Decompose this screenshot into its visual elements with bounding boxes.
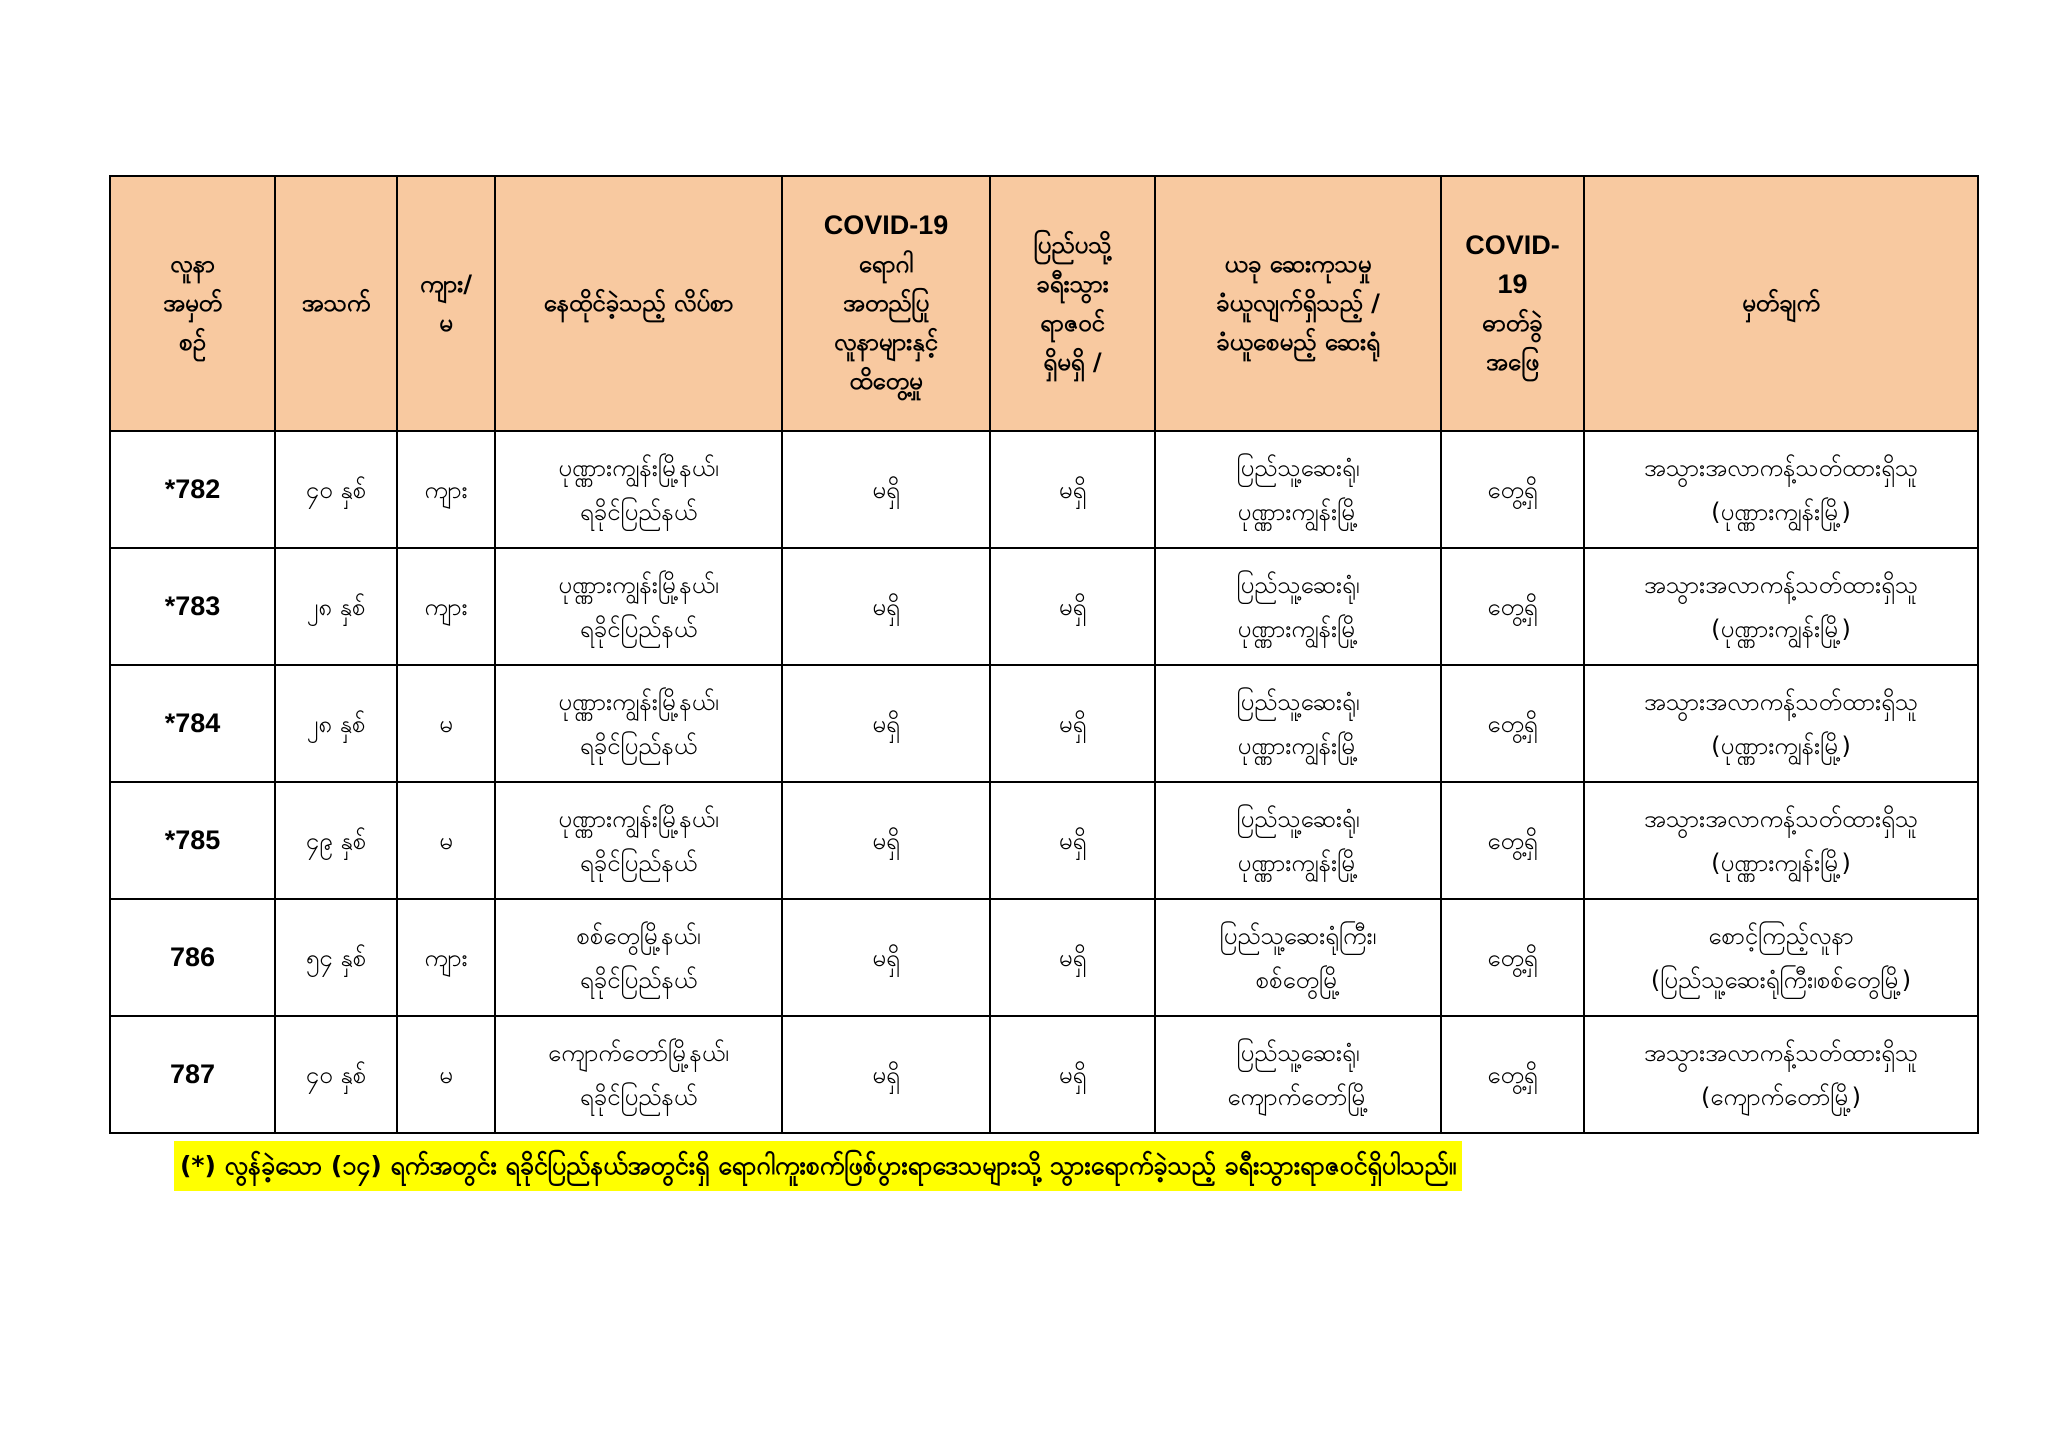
address-cell: ကျောက်တော်မြို့နယ်၊ ရခိုင်ပြည်နယ် [495, 1016, 782, 1133]
table-header [110, 176, 1978, 431]
header-address: နေထိုင်ခဲ့သည့် လိပ်စာ [495, 176, 782, 431]
age-cell: ၄၉ နှစ် [275, 782, 397, 899]
header-contact-history: COVID-19 ရောဂါ အတည်ပြု လူနာများနှင့် ထိတွေ့မှု [782, 176, 990, 431]
remark-cell: အသွားအလာကန့်သတ်ထားရှိသူ (ပုဏ္ဏားကျွန်းမြို့) [1584, 665, 1978, 782]
hospital-cell: ပြည်သူ့ဆေးရုံ၊ ပုဏ္ဏားကျွန်းမြို့ [1155, 782, 1441, 899]
table-row [110, 548, 1978, 665]
result-cell: တွေ့ရှိ [1441, 431, 1584, 548]
address-cell: စစ်တွေမြို့နယ်၊ ရခိုင်ပြည်နယ် [495, 899, 782, 1016]
header-lab-result: COVID- 19 ဓာတ်ခွဲ အဖြေ [1441, 176, 1584, 431]
table-row [110, 665, 1978, 782]
table-row [110, 782, 1978, 899]
gender-cell: မ [397, 782, 495, 899]
address-cell: ပုဏ္ဏားကျွန်းမြို့နယ်၊ ရခိုင်ပြည်နယ် [495, 782, 782, 899]
travel-cell: မရှိ [990, 782, 1155, 899]
table-body [110, 431, 1978, 1133]
age-cell: ၄၀ နှစ် [275, 1016, 397, 1133]
case-number-cell: 787 [110, 1016, 275, 1133]
hospital-cell: ပြည်သူ့ဆေးရုံ၊ ကျောက်တော်မြို့ [1155, 1016, 1441, 1133]
contact-cell: မရှိ [782, 665, 990, 782]
remark-cell: အသွားအလာကန့်သတ်ထားရှိသူ (ကျောက်တော်မြို့) [1584, 1016, 1978, 1133]
age-cell: ၅၄ နှစ် [275, 899, 397, 1016]
address-cell: ပုဏ္ဏားကျွန်းမြို့နယ်၊ ရခိုင်ပြည်နယ် [495, 665, 782, 782]
case-number-cell: *785 [110, 782, 275, 899]
table-row [110, 899, 1978, 1016]
travel-cell: မရှိ [990, 665, 1155, 782]
case-number-cell: *783 [110, 548, 275, 665]
hospital-cell: ပြည်သူ့ဆေးရုံ၊ ပုဏ္ဏားကျွန်းမြို့ [1155, 548, 1441, 665]
header-age: အသက် [275, 176, 397, 431]
travel-cell: မရှိ [990, 899, 1155, 1016]
result-cell: တွေ့ရှိ [1441, 782, 1584, 899]
case-number-cell: *782 [110, 431, 275, 548]
header-gender: ကျား/ မ [397, 176, 495, 431]
table-row [110, 431, 1978, 548]
hospital-cell: ပြည်သူ့ဆေးရုံ၊ ပုဏ္ဏားကျွန်းမြို့ [1155, 665, 1441, 782]
gender-cell: ကျား [397, 548, 495, 665]
case-number-cell: *784 [110, 665, 275, 782]
contact-cell: မရှိ [782, 782, 990, 899]
address-cell: ပုဏ္ဏားကျွန်းမြို့နယ်၊ ရခိုင်ပြည်နယ် [495, 548, 782, 665]
header-row [110, 176, 1978, 431]
age-cell: ၄၀ နှစ် [275, 431, 397, 548]
remark-cell: အသွားအလာကန့်သတ်ထားရှိသူ (ပုဏ္ဏားကျွန်းမြို့) [1584, 431, 1978, 548]
result-cell: တွေ့ရှိ [1441, 1016, 1584, 1133]
gender-cell: ကျား [397, 431, 495, 548]
result-cell: တွေ့ရှိ [1441, 548, 1584, 665]
gender-cell: ကျား [397, 899, 495, 1016]
header-remarks: မှတ်ချက် [1584, 176, 1978, 431]
contact-cell: မရှိ [782, 899, 990, 1016]
header-hospital: ယခု ဆေးကုသမှု ခံယူလျက်ရှိသည့် / ခံယူစေမည့် ဆေးရုံ [1155, 176, 1441, 431]
covid-case-table [109, 175, 1979, 1134]
travel-cell: မရှိ [990, 431, 1155, 548]
gender-cell: မ [397, 665, 495, 782]
address-cell: ပုဏ္ဏားကျွန်းမြို့နယ်၊ ရခိုင်ပြည်နယ် [495, 431, 782, 548]
travel-cell: မရှိ [990, 548, 1155, 665]
age-cell: ၂၈ နှစ် [275, 665, 397, 782]
case-number-cell: 786 [110, 899, 275, 1016]
hospital-cell: ပြည်သူ့ဆေးရုံကြီး၊ စစ်တွေမြို့ [1155, 899, 1441, 1016]
contact-cell: မရှိ [782, 1016, 990, 1133]
contact-cell: မရှိ [782, 431, 990, 548]
remark-cell: အသွားအလာကန့်သတ်ထားရှိသူ (ပုဏ္ဏားကျွန်းမြို့) [1584, 782, 1978, 899]
result-cell: တွေ့ရှိ [1441, 899, 1584, 1016]
gender-cell: မ [397, 1016, 495, 1133]
travel-cell: မရှိ [990, 1016, 1155, 1133]
age-cell: ၂၈ နှစ် [275, 548, 397, 665]
result-cell: တွေ့ရှိ [1441, 665, 1584, 782]
contact-cell: မရှိ [782, 548, 990, 665]
travel-history-footnote: (*) လွန်ခဲ့သော (၁၄) ရက်အတွင်း ရခိုင်ပြည်နယ်အတွင်းရှိ ရောဂါကူးစက်ဖြစ်ပွားရာဒေသများသို့ သွားရောက်ခဲ့သည့် ခရီးသွားရာဇဝင်ရှိပါသည်။ [174, 1141, 1462, 1191]
header-travel-history: ပြည်ပသို့ ခရီးသွား ရာဇဝင် ရှိမရှိ / [990, 176, 1155, 431]
table-row [110, 1016, 1978, 1133]
remark-cell: စောင့်ကြည့်လူနာ (ပြည်သူ့ဆေးရုံကြီး၊စစ်တွေမြို့) [1584, 899, 1978, 1016]
remark-cell: အသွားအလာကန့်သတ်ထားရှိသူ (ပုဏ္ဏားကျွန်းမြို့) [1584, 548, 1978, 665]
header-case-number: လူနာ အမှတ် စဉ် [110, 176, 275, 431]
hospital-cell: ပြည်သူ့ဆေးရုံ၊ ပုဏ္ဏားကျွန်းမြို့ [1155, 431, 1441, 548]
